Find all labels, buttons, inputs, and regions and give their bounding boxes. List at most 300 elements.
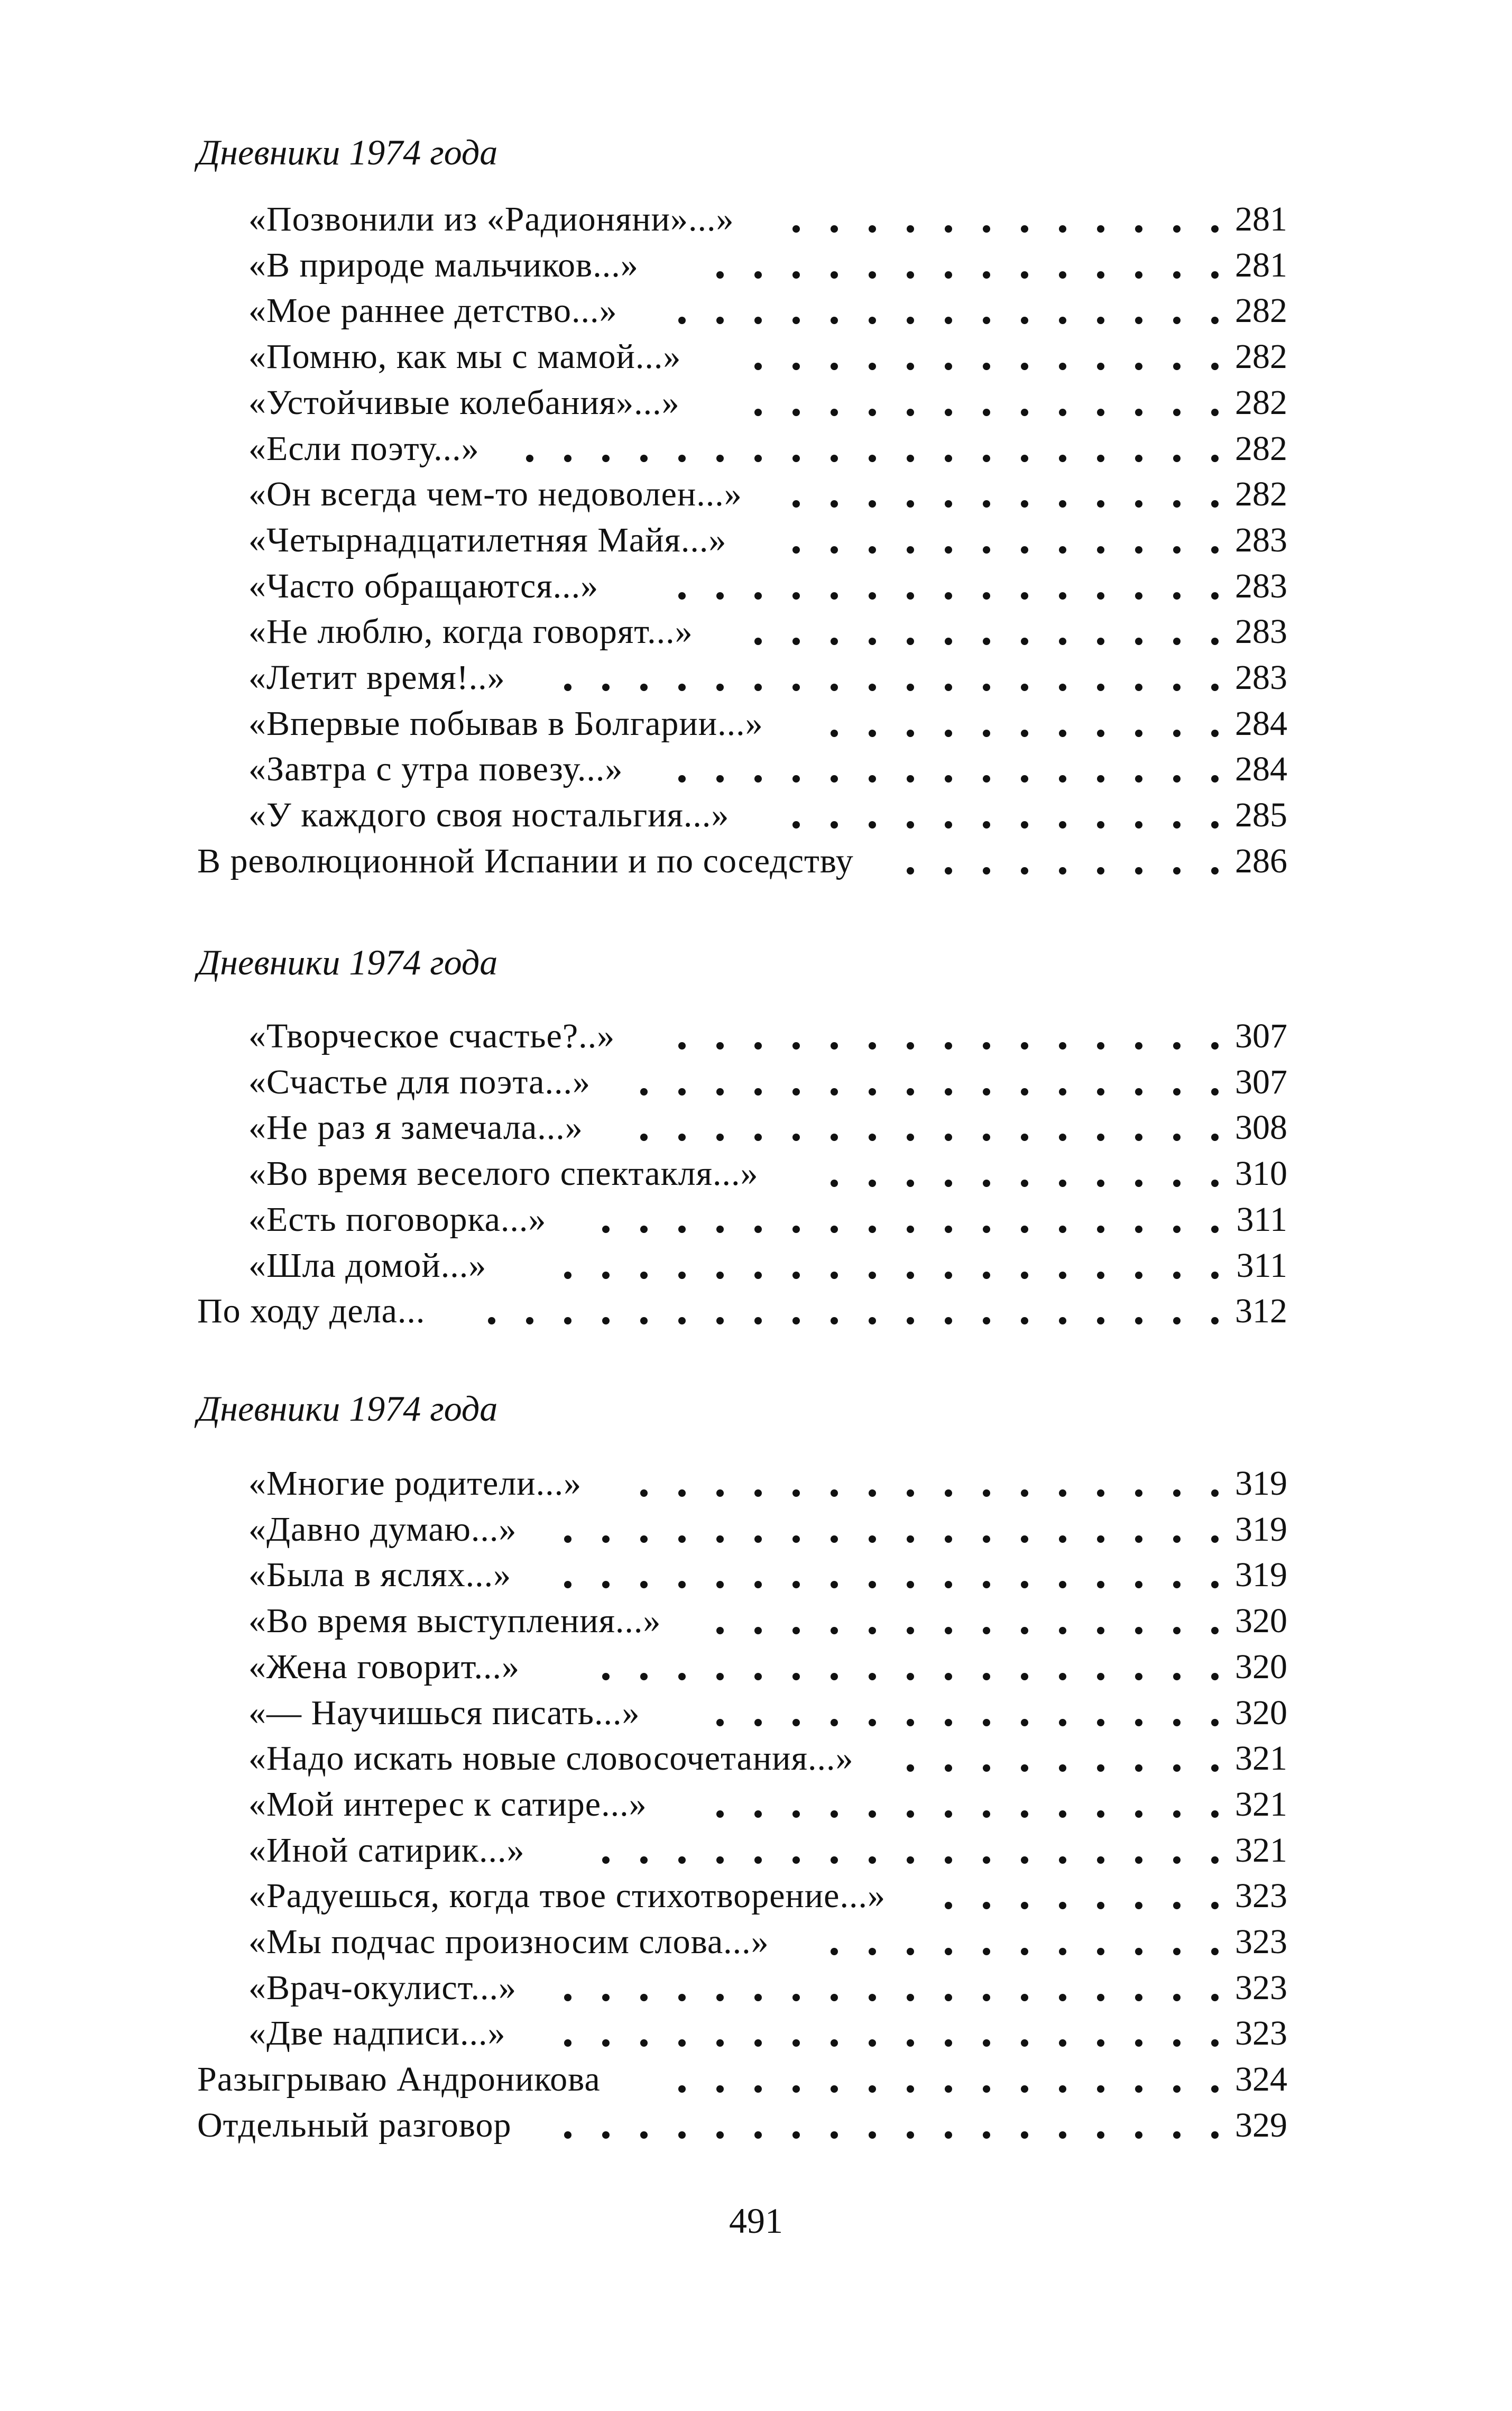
leader-dot [1021, 2039, 1028, 2047]
leader-dot [907, 1627, 914, 1634]
leader-dot [1097, 1994, 1104, 2001]
leader-dot [1021, 1856, 1028, 1864]
entry-page-number: 320 [1235, 1693, 1287, 1732]
entry-page-number: 323 [1235, 1922, 1287, 1961]
leader-dot [1021, 1226, 1028, 1233]
leader-dot [1135, 638, 1142, 645]
leader-dot [831, 2039, 838, 2047]
leader-dot [1135, 775, 1142, 783]
leader-dot [1021, 1317, 1028, 1324]
leader-dot [1021, 1673, 1028, 1680]
leader-dot [716, 1272, 724, 1279]
leader-dots [606, 1060, 1219, 1105]
leader-dot [907, 1134, 914, 1141]
toc-entry[interactable] [0, 1461, 1512, 1506]
leader-dot [869, 592, 876, 600]
leader-dot [983, 1810, 990, 1818]
leader-dot [907, 592, 914, 600]
leader-dot [678, 592, 686, 600]
leader-dot [754, 317, 762, 324]
leader-dot [831, 592, 838, 600]
leader-dot [792, 684, 800, 691]
toc-entry[interactable] [0, 793, 1512, 838]
leader-dot [1211, 317, 1219, 324]
leader-dot [678, 1673, 686, 1680]
leader-dot [564, 455, 571, 462]
leader-dot [983, 1088, 990, 1096]
toc-entry[interactable] [0, 655, 1512, 701]
leader-dot [1021, 546, 1028, 554]
leader-dot [1097, 2085, 1104, 2093]
leader-dots [532, 1965, 1219, 2011]
leader-dot [1211, 363, 1219, 370]
leader-dot [754, 1581, 762, 1588]
leader-dot [983, 546, 990, 554]
leader-dot [1211, 1764, 1219, 1772]
toc-entry[interactable] [0, 1197, 1512, 1243]
leader-dot [754, 409, 762, 416]
leader-dot [869, 730, 876, 737]
leader-dot [1097, 1948, 1104, 1955]
leader-dot [716, 592, 724, 600]
toc-entry[interactable] [0, 1644, 1512, 1690]
leader-dot [640, 1226, 648, 1233]
toc-entry[interactable] [0, 1151, 1512, 1197]
leader-dot [1173, 821, 1181, 829]
leader-dots [502, 1243, 1219, 1289]
leader-dot [907, 867, 914, 875]
leader-dot [754, 1994, 762, 2001]
leader-dot [1173, 1489, 1181, 1497]
leader-dot [1173, 271, 1181, 279]
toc-entry[interactable] [0, 243, 1512, 288]
leader-dot [1059, 1764, 1066, 1772]
leader-dot [1021, 363, 1028, 370]
leader-dot [1211, 1180, 1219, 1187]
leader-dot [1021, 1088, 1028, 1096]
leader-dot [983, 775, 990, 783]
leader-dot [1097, 592, 1104, 600]
leader-dot [792, 1856, 800, 1864]
leader-dot [1021, 1994, 1028, 2001]
leader-dot [792, 1535, 800, 1543]
leader-dot [907, 684, 914, 691]
leader-dot [754, 2039, 762, 2047]
leader-dot [1059, 730, 1066, 737]
leader-dots [677, 1598, 1219, 1644]
entry-page-number: 307 [1235, 1017, 1287, 1055]
leader-dot [1021, 500, 1028, 508]
leader-dot [526, 455, 533, 462]
leader-dot [869, 1088, 876, 1096]
leader-dot [754, 1627, 762, 1634]
leader-dots [697, 334, 1219, 380]
toc-entry[interactable] [0, 701, 1512, 747]
leader-dot [1059, 2085, 1066, 2093]
leader-dot [1135, 409, 1142, 416]
entry-title: «Многие родители...» [248, 1464, 582, 1503]
leader-dot [831, 1088, 838, 1096]
leader-dot [1135, 1134, 1142, 1141]
leader-dot [1059, 684, 1066, 691]
leader-dot [792, 1272, 800, 1279]
toc-entry[interactable] [0, 1919, 1512, 1965]
leader-dots [774, 1151, 1219, 1197]
leader-dot [1059, 409, 1066, 416]
leader-dot [1211, 1856, 1219, 1864]
leader-dot [1211, 1134, 1219, 1141]
toc-entry[interactable] [0, 1690, 1512, 1736]
leader-dot [945, 225, 952, 233]
leader-dot [754, 1810, 762, 1818]
leader-dot [792, 1673, 800, 1680]
entry-page-number: 284 [1235, 704, 1287, 743]
entry-page-number: 329 [1235, 2105, 1287, 2145]
toc-entry[interactable] [0, 1598, 1512, 1644]
leader-dot [907, 1581, 914, 1588]
leader-dot [1173, 1581, 1181, 1588]
leader-dot [1211, 1535, 1219, 1543]
leader-dot [602, 684, 610, 691]
toc-entry[interactable] [0, 747, 1512, 792]
leader-dot [1211, 1272, 1219, 1279]
entry-title: По ходу дела... [197, 1292, 426, 1331]
leader-dot [983, 1673, 990, 1680]
leader-dots [597, 1461, 1219, 1506]
toc-entry[interactable] [0, 1014, 1512, 1059]
toc-entry[interactable] [0, 1873, 1512, 1919]
toc-entry[interactable] [0, 1782, 1512, 1827]
leader-dot [869, 1272, 876, 1279]
leader-dot [1211, 1088, 1219, 1096]
leader-dot [983, 1856, 990, 1864]
leader-dots [750, 197, 1219, 242]
entry-title: «Есть поговорка...» [248, 1200, 547, 1239]
leader-dot [869, 225, 876, 233]
leader-dot [754, 1489, 762, 1497]
leader-dot [983, 317, 990, 324]
leader-dot [602, 2131, 610, 2139]
leader-dot [945, 1581, 952, 1588]
leader-dots [522, 2011, 1219, 2056]
leader-dot [1021, 1134, 1028, 1141]
leader-dot [1211, 1226, 1219, 1233]
leader-dot [1059, 1673, 1066, 1680]
leader-dot [907, 271, 914, 279]
entry-title: «Во время выступления...» [248, 1602, 661, 1641]
toc-entry[interactable] [0, 1507, 1512, 1552]
leader-dot [945, 1764, 952, 1772]
leader-dot [907, 1180, 914, 1187]
leader-dots [639, 747, 1219, 792]
leader-dot [602, 1673, 610, 1680]
leader-dot [1173, 1317, 1181, 1324]
leader-dot [983, 1994, 990, 2001]
entry-title: «В природе мальчиков...» [248, 245, 639, 284]
leader-dot [678, 317, 686, 324]
leader-dot [1059, 1088, 1066, 1096]
leader-dot [716, 455, 724, 462]
toc-entry[interactable] [0, 1243, 1512, 1289]
entry-title: «Мы подчас произносим слова...» [248, 1922, 769, 1961]
leader-dot [716, 1810, 724, 1818]
leader-dot [1097, 1535, 1104, 1543]
leader-dots [758, 472, 1219, 517]
leader-dot [831, 2131, 838, 2139]
toc-entry[interactable] [0, 2057, 1512, 2102]
toc-entry[interactable] [0, 426, 1512, 472]
leader-dot [869, 317, 876, 324]
leader-dot [602, 1994, 610, 2001]
toc-entry[interactable] [0, 839, 1512, 884]
entry-title: «Надо искать новые словосочетания...» [248, 1739, 854, 1778]
leader-dot [907, 1535, 914, 1543]
leader-dot [869, 1226, 876, 1233]
toc-entry[interactable] [0, 1736, 1512, 1781]
leader-dot [907, 1856, 914, 1864]
leader-dot [1135, 1535, 1142, 1543]
leader-dots [536, 1644, 1219, 1690]
toc-entry[interactable] [0, 472, 1512, 517]
toc-entry[interactable] [0, 518, 1512, 563]
leader-dot [1211, 1042, 1219, 1050]
leader-dot [678, 684, 686, 691]
leader-dot [716, 1535, 724, 1543]
leader-dot [640, 1088, 648, 1096]
entry-title: «Жена говорит...» [248, 1647, 520, 1686]
entry-page-number: 324 [1235, 2060, 1287, 2099]
leader-dot [831, 821, 838, 829]
leader-dot [945, 638, 952, 645]
leader-dot [792, 546, 800, 554]
leader-dot [1021, 1627, 1028, 1634]
leader-dot [869, 1180, 876, 1187]
leader-dot [1097, 1226, 1104, 1233]
leader-dot [1211, 1719, 1219, 1726]
leader-dot [602, 1856, 610, 1864]
leader-dot [1211, 775, 1219, 783]
entry-page-number: 311 [1236, 1200, 1287, 1239]
leader-dot [792, 2131, 800, 2139]
leader-dot [1021, 225, 1028, 233]
leader-dot [716, 1856, 724, 1864]
leader-dot [945, 317, 952, 324]
leader-dot [1173, 1134, 1181, 1141]
leader-dot [983, 1535, 990, 1543]
leader-dot [831, 1856, 838, 1864]
leader-dots [521, 655, 1219, 701]
leader-dot [1135, 317, 1142, 324]
entry-title: «Не раз я замечала...» [248, 1108, 583, 1147]
leader-dot [831, 455, 838, 462]
leader-dot [1135, 1226, 1142, 1233]
leader-dot [983, 409, 990, 416]
leader-dot [1059, 2039, 1066, 2047]
leader-dot [792, 1810, 800, 1818]
toc-entry[interactable] [0, 1105, 1512, 1151]
leader-dot [1211, 1810, 1219, 1818]
leader-dot [907, 1948, 914, 1955]
leader-dot [1021, 730, 1028, 737]
entry-title: «Творческое счастье?..» [248, 1017, 615, 1055]
leader-dots [869, 1736, 1219, 1781]
leader-dot [1097, 684, 1104, 691]
leader-dots [441, 1289, 1219, 1334]
leader-dot [754, 638, 762, 645]
toc-entry[interactable] [0, 197, 1512, 242]
leader-dot [945, 2085, 952, 2093]
toc-entry[interactable] [0, 2011, 1512, 2056]
leader-dot [945, 775, 952, 783]
toc-entry[interactable] [0, 2103, 1512, 2148]
leader-dot [831, 500, 838, 508]
leader-dot [678, 1489, 686, 1497]
toc-entry[interactable] [0, 1828, 1512, 1873]
leader-dot [907, 1810, 914, 1818]
leader-dot [1211, 1673, 1219, 1680]
leader-dot [1135, 867, 1142, 875]
entry-page-number: 282 [1235, 291, 1287, 330]
toc-entry[interactable] [0, 1060, 1512, 1105]
entry-title: Отдельный разговор [197, 2105, 512, 2145]
leader-dot [907, 1719, 914, 1726]
leader-dot [907, 1489, 914, 1497]
leader-dot [1173, 1856, 1181, 1864]
toc-entry[interactable] [0, 1289, 1512, 1334]
leader-dot [1097, 1042, 1104, 1050]
entry-page-number: 282 [1235, 475, 1287, 514]
leader-dot [1211, 1627, 1219, 1634]
leader-dot [1021, 1489, 1028, 1497]
leader-dot [564, 1272, 571, 1279]
leader-dot [907, 317, 914, 324]
leader-dot [907, 455, 914, 462]
leader-dot [754, 455, 762, 462]
leader-dot [1059, 363, 1066, 370]
leader-dot [1211, 1317, 1219, 1324]
leader-dot [792, 1317, 800, 1324]
leader-dot [1173, 2039, 1181, 2047]
toc-entry[interactable] [0, 288, 1512, 334]
leader-dot [792, 363, 800, 370]
leader-dot [1173, 455, 1181, 462]
leader-dot [640, 1272, 648, 1279]
leader-dot [1135, 271, 1142, 279]
leader-dot [1021, 1180, 1028, 1187]
leader-dot [1211, 821, 1219, 829]
leader-dots [532, 1507, 1219, 1552]
leader-dot [869, 638, 876, 645]
leader-dot [602, 1272, 610, 1279]
leader-dot [869, 1627, 876, 1634]
leader-dot [1173, 1673, 1181, 1680]
leader-dot [831, 1272, 838, 1279]
leader-dot [1097, 363, 1104, 370]
leader-dot [945, 1272, 952, 1279]
leader-dot [831, 1317, 838, 1324]
leader-dot [945, 546, 952, 554]
entry-page-number: 282 [1235, 383, 1287, 422]
leader-dot [1097, 1134, 1104, 1141]
leader-dot [1135, 1994, 1142, 2001]
leader-dot [1021, 1948, 1028, 1955]
leader-dot [1097, 271, 1104, 279]
leader-dot [754, 1088, 762, 1096]
leader-dot [678, 1042, 686, 1050]
leader-dot [1173, 1042, 1181, 1050]
leader-dot [869, 684, 876, 691]
leader-dot [716, 2131, 724, 2139]
leader-dot [754, 363, 762, 370]
leader-dot [792, 1719, 800, 1726]
leader-dot [640, 2039, 648, 2047]
toc-entry[interactable] [0, 380, 1512, 426]
toc-entry[interactable] [0, 564, 1512, 609]
leader-dot [1173, 1902, 1181, 1909]
leader-dot [1097, 1489, 1104, 1497]
leader-dot [1059, 1627, 1066, 1634]
leader-dot [1211, 2131, 1219, 2139]
leader-dot [983, 1489, 990, 1497]
leader-dot [907, 2085, 914, 2093]
leader-dots [745, 793, 1219, 838]
leader-dot [754, 2131, 762, 2139]
leader-dot [1097, 1627, 1104, 1634]
leader-dot [945, 500, 952, 508]
leader-dot [945, 2039, 952, 2047]
toc-entry[interactable] [0, 334, 1512, 380]
entry-title: «Помню, как мы с мамой...» [248, 337, 681, 376]
leader-dot [1135, 1856, 1142, 1864]
leader-dot [640, 1856, 648, 1864]
leader-dot [1173, 1180, 1181, 1187]
entry-title: «У каждого своя ностальгия...» [248, 796, 730, 835]
leader-dots [633, 288, 1219, 334]
leader-dot [1173, 684, 1181, 691]
leader-dot [1135, 1581, 1142, 1588]
leader-dot [1021, 317, 1028, 324]
leader-dot [869, 2131, 876, 2139]
leader-dot [983, 1719, 990, 1726]
leader-dot [678, 2131, 686, 2139]
leader-dot [831, 225, 838, 233]
leader-dots [599, 1105, 1219, 1151]
leader-dot [1021, 1719, 1028, 1726]
leader-dot [716, 1134, 724, 1141]
leader-dot [831, 1627, 838, 1634]
toc-entry[interactable] [0, 609, 1512, 655]
leader-dot [831, 363, 838, 370]
leader-dot [945, 1856, 952, 1864]
section-heading-1: Дневники 1974 года [197, 132, 498, 172]
leader-dot [1173, 409, 1181, 416]
leader-dot [716, 1042, 724, 1050]
entry-page-number: 321 [1235, 1830, 1287, 1870]
entry-title: «Часто обращаются...» [248, 566, 599, 605]
leader-dot [716, 1317, 724, 1324]
section-heading-2: Дневники 1974 года [197, 942, 498, 982]
leader-dot [640, 1581, 648, 1588]
toc-entry[interactable] [0, 1552, 1512, 1598]
leader-dot [678, 775, 686, 783]
toc-entry[interactable] [0, 1965, 1512, 2011]
entry-page-number: 283 [1235, 566, 1287, 605]
leader-dot [1059, 1226, 1066, 1233]
leader-dot [1097, 1317, 1104, 1324]
leader-dot [945, 2131, 952, 2139]
leader-dot [869, 1581, 876, 1588]
leader-dot [1097, 638, 1104, 645]
